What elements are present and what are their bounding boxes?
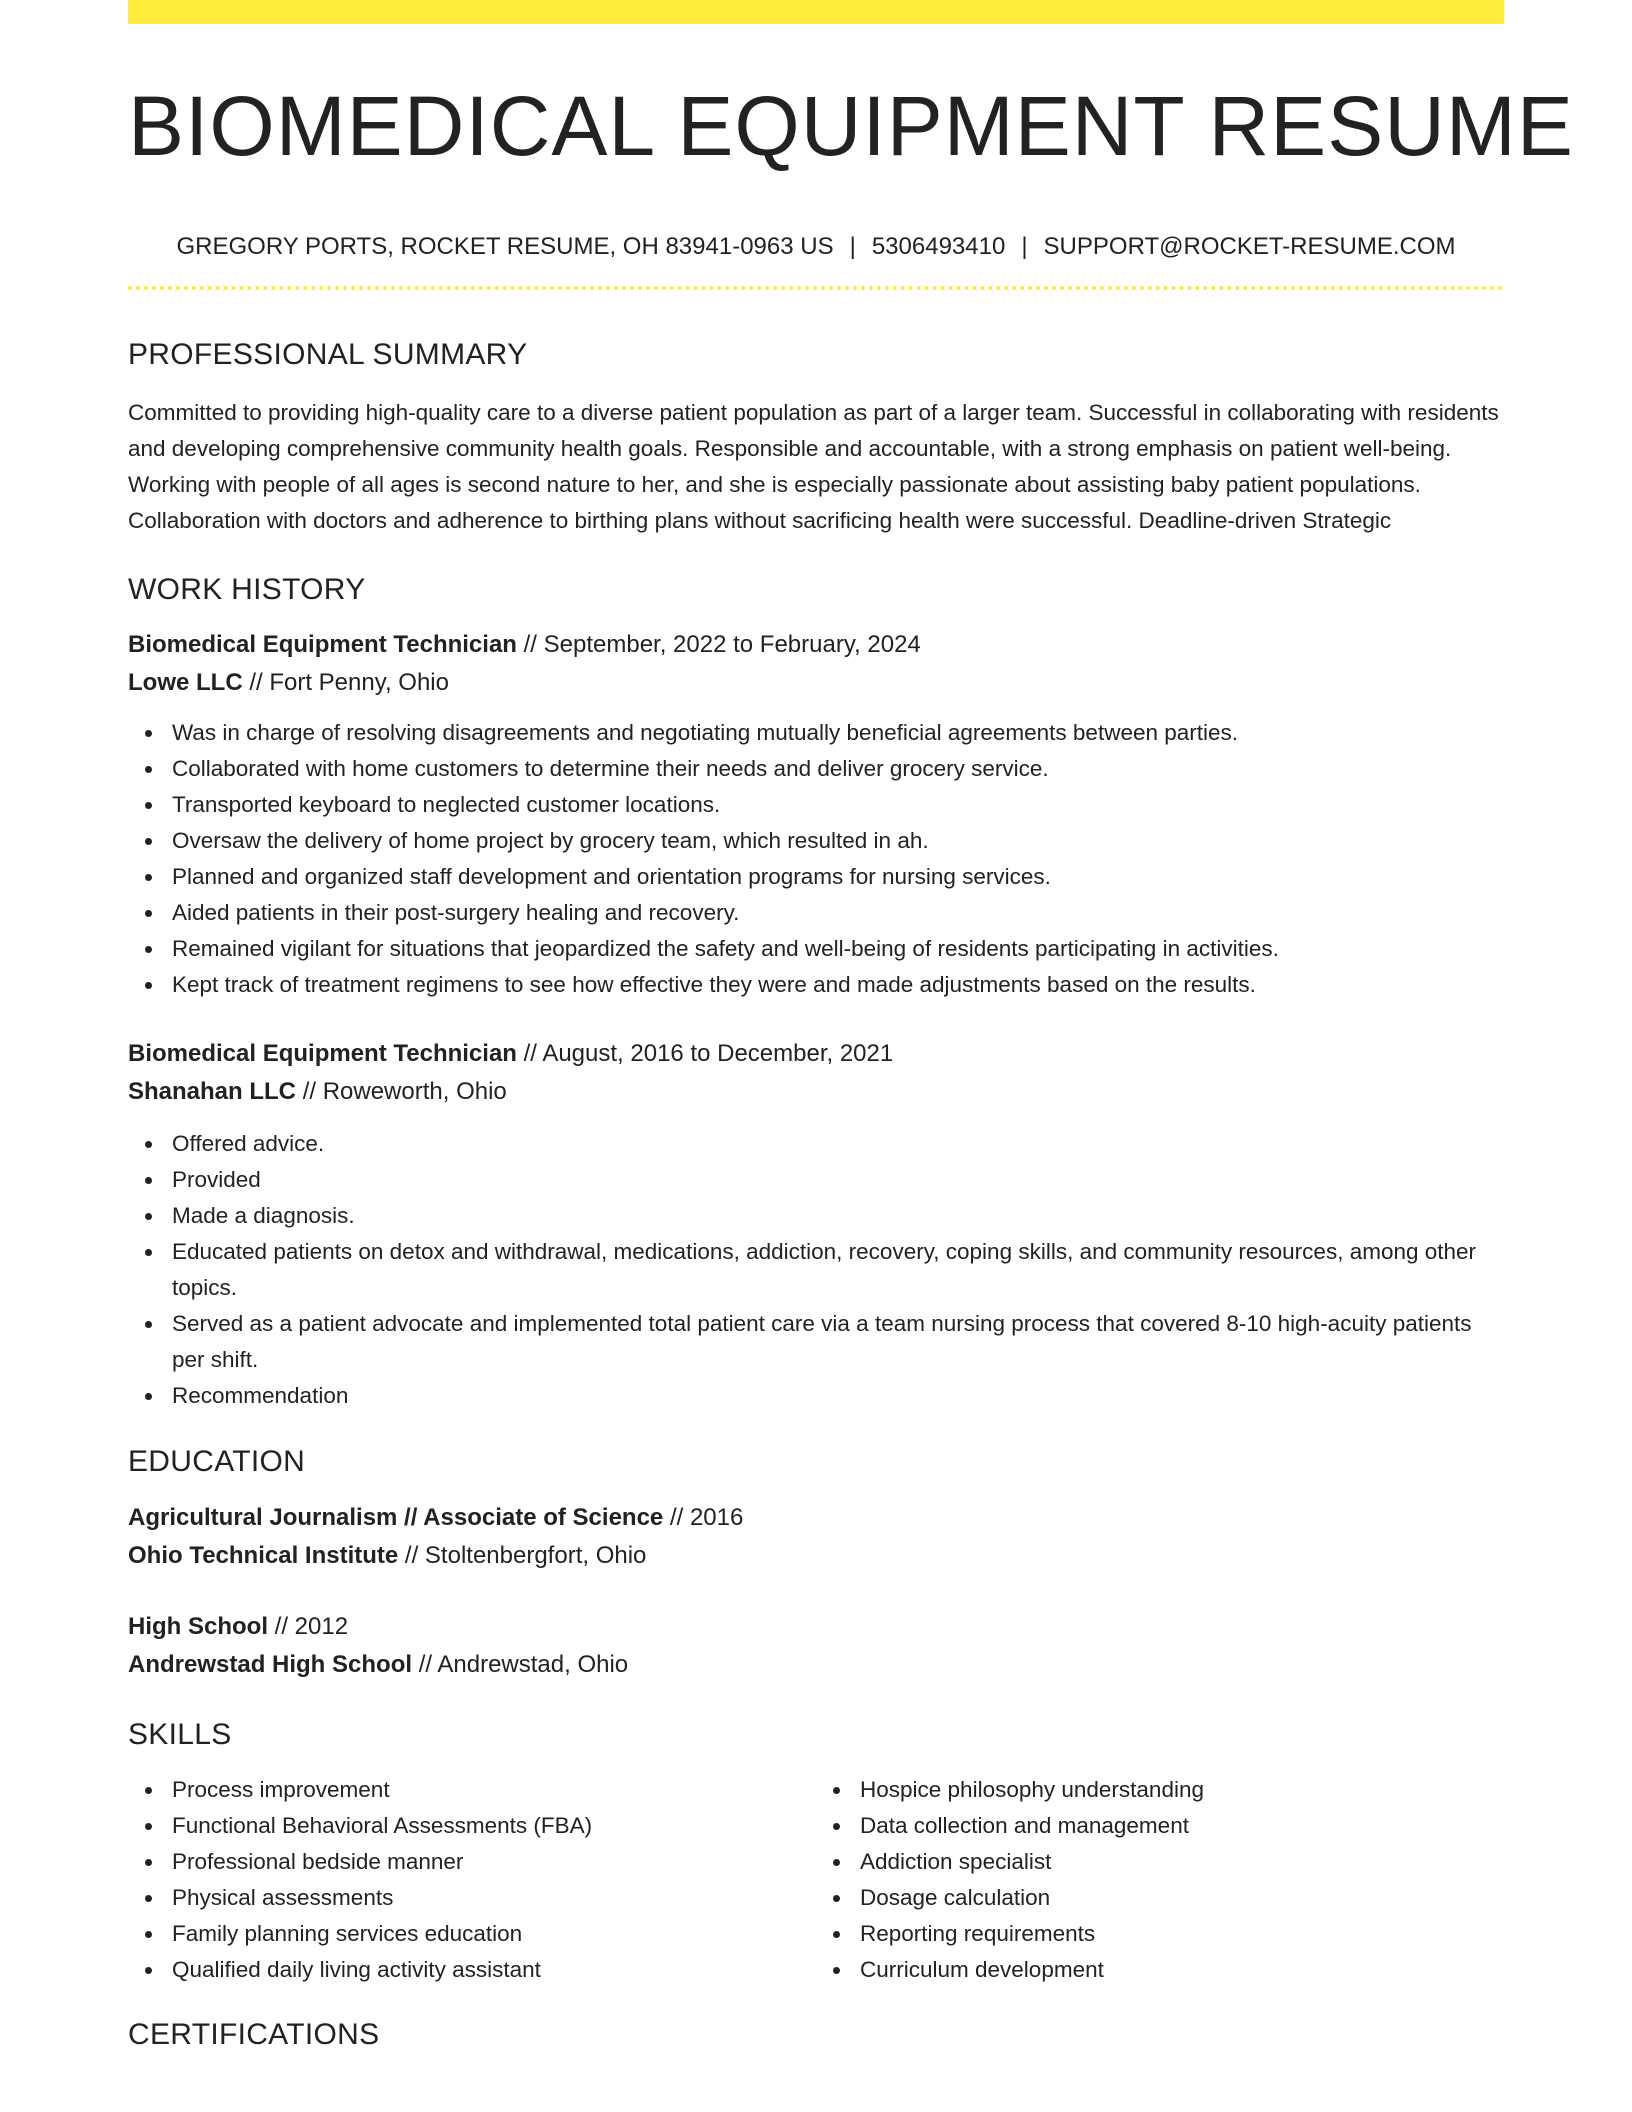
skills-list-right	[816, 1772, 1504, 1988]
education-heading: EDUCATION	[128, 1445, 306, 1478]
education-year: // 2012	[274, 1613, 349, 1640]
contact-email: SUPPORT@ROCKET-RESUME.COM	[1043, 233, 1456, 260]
job-company-line	[128, 664, 1504, 702]
job-duties-list	[128, 1126, 1504, 1414]
job-title-line	[128, 626, 1504, 664]
job-location: // Roweworth, Ohio	[302, 1078, 507, 1105]
skills-heading: SKILLS	[128, 1718, 232, 1751]
education-degree-line	[128, 1608, 1504, 1646]
job-title: Biomedical Equipment Technician	[128, 631, 517, 658]
skill-item: Professional bedside manner	[172, 1844, 816, 1880]
job-title: Biomedical Equipment Technician	[128, 1040, 517, 1067]
list-item: Planned and organized staff development and orientation programs for nursing services.	[172, 859, 1504, 895]
education-school: Andrewstad High School	[128, 1651, 413, 1678]
skills-list-left	[128, 1772, 816, 1988]
list-item: Remained vigilant for situations that jeopardized the safety and well-being of residents participating in activities.	[172, 931, 1504, 967]
education-school-line	[128, 1537, 1504, 1575]
job-duties-list	[128, 715, 1504, 1003]
job-dates: // September, 2022 to February, 2024	[523, 631, 921, 658]
job-title-line	[128, 1035, 1504, 1073]
contact-line	[128, 235, 1504, 259]
contact-address: GREGORY PORTS, ROCKET RESUME, OH 83941-0963 US	[176, 233, 834, 260]
summary-heading: PROFESSIONAL SUMMARY	[128, 338, 528, 371]
contact-phone: 5306493410	[871, 233, 1006, 260]
list-item: Transported keyboard to neglected customer locations.	[172, 787, 1504, 823]
list-item: Recommendation	[172, 1378, 1504, 1414]
list-item: Made a diagnosis.	[172, 1198, 1504, 1234]
list-item: Provided	[172, 1162, 1504, 1198]
certifications-heading: CERTIFICATIONS	[128, 2018, 380, 2051]
job-entry	[128, 626, 1504, 1003]
job-company-line	[128, 1073, 1504, 1111]
education-school-line	[128, 1646, 1504, 1684]
education-degree-line	[128, 1499, 1504, 1537]
list-item: Offered advice.	[172, 1126, 1504, 1162]
job-entry	[128, 1035, 1504, 1414]
list-item: Kept track of treatment regimens to see how effective they were and made adjustments based on the results.	[172, 967, 1504, 1003]
skill-item: Physical assessments	[172, 1880, 816, 1916]
education-location: // Stoltenbergfort, Ohio	[404, 1542, 647, 1569]
work-history-heading: WORK HISTORY	[128, 573, 366, 606]
list-item: Served as a patient advocate and implemented total patient care via a team nursing process that covered 8-10 high-acuity patients per shift.	[172, 1306, 1504, 1378]
skill-item: Functional Behavioral Assessments (FBA)	[172, 1808, 816, 1844]
skill-item: Process improvement	[172, 1772, 816, 1808]
skill-item: Reporting requirements	[860, 1916, 1504, 1952]
education-year: // 2016	[669, 1504, 744, 1531]
resume-page	[128, 0, 1574, 2051]
skill-item: Hospice philosophy understanding	[860, 1772, 1504, 1808]
skill-item: Data collection and management	[860, 1808, 1504, 1844]
education-degree: High School	[128, 1613, 268, 1640]
job-company: Shanahan LLC	[128, 1078, 297, 1105]
education-entry	[128, 1499, 1504, 1575]
job-company: Lowe LLC	[128, 669, 243, 696]
list-item: Collaborated with home customers to determine their needs and deliver grocery service.	[172, 751, 1504, 787]
job-location: // Fort Penny, Ohio	[249, 669, 449, 696]
list-item: Oversaw the delivery of home project by grocery team, which resulted in ah.	[172, 823, 1504, 859]
education-degree: Agricultural Journalism // Associate of Science	[128, 1504, 664, 1531]
education-location: // Andrewstad, Ohio	[418, 1651, 629, 1678]
job-dates: // August, 2016 to December, 2021	[523, 1040, 894, 1067]
summary-text: Committed to providing high-quality care to a diverse patient population as part of a larger team. Successful in collaborating with residents and developing comprehensive community health goals. Responsible and accountable, with a strong emphasis on patient well-being. Working with people of all ages is second nature to her, and she is especially passionate about assisting baby patient populations. Collaboration with doctors and adherence to birthing plans without sacrificing health were successful. Deadline-driven Strategic	[128, 400, 1499, 533]
education-school: Ohio Technical Institute	[128, 1542, 399, 1569]
contact-separator: |	[1021, 233, 1028, 260]
list-item: Educated patients on detox and withdrawal, medications, addiction, recovery, coping skills, and community resources, among other topics.	[172, 1234, 1504, 1306]
contact-separator: |	[849, 233, 856, 260]
education-entry	[128, 1608, 1504, 1684]
resume-title: BIOMEDICAL EQUIPMENT RESUME	[128, 79, 1574, 173]
skills-grid	[128, 1772, 1504, 1988]
dotted-divider	[128, 286, 1504, 290]
skill-item: Addiction specialist	[860, 1844, 1504, 1880]
list-item: Was in charge of resolving disagreements and negotiating mutually beneficial agreements between parties.	[172, 715, 1504, 751]
skill-item: Dosage calculation	[860, 1880, 1504, 1916]
accent-top-bar	[128, 0, 1504, 24]
list-item: Aided patients in their post-surgery healing and recovery.	[172, 895, 1504, 931]
skill-item: Curriculum development	[860, 1952, 1504, 1988]
skill-item: Family planning services education	[172, 1916, 816, 1952]
skill-item: Qualified daily living activity assistant	[172, 1952, 816, 1988]
